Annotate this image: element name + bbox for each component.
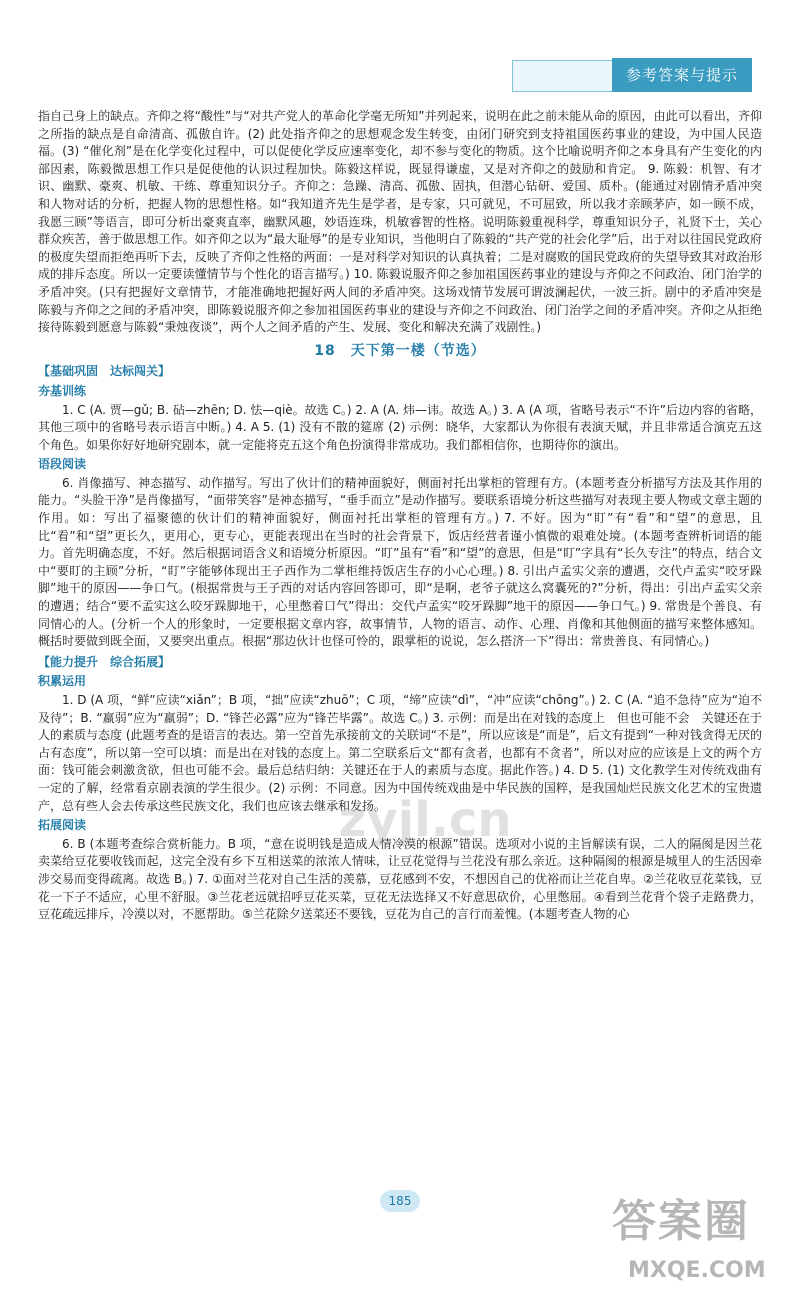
watermark-corner-url: MXQE.COM — [628, 1258, 766, 1283]
answer-paragraph-intro: 指自己身上的缺点。齐仰之将“酸性”与“对共产党人的革命化学毫无所知”并列起来，说明在此之前未能从命的原因，由此可以看出，齐仰之所指的缺点是自命清高、孤傲自许。(2) 此处指齐仰之的思想观念发生转变，由闭门研究到支持祖国医药事业的建设，为中国人民造福。(3) “催化剂”是在化学变化过程中，可以促使化学反应速率变化，却不参与变化的物质。这个比喻说明齐仰之本身具有产生变化的内部因素，陈毅微思想工作只是促使他的认识过程加快。陈毅这样说，既显得谦虚，又是对齐仰之的鼓励和肯定。 9. 陈毅：机智、有才识、幽默、豪爽、机敏、干练、尊重知识分子。齐仰之：急躁、清高、孤傲、固执，但潜心钻研、爱国、质朴。(能通过对剧情矛盾冲突和人物对话的分析，把握人物的思想性格。如“我知道齐先生是学者，是专家，只可就见，不可屈致，所以我才亲顾茅庐，如一顾不成，我愿三顾”等语言，即可分析出豪爽直率，幽默风趣，妙语连珠，机敏睿智的性格。说明陈毅重视科学，尊重知识分子，礼贤下士，关心群众疾苦，善于做思想工作。如齐仰之以为“最大耻辱”的是专业知识，当他明白了陈毅的“共产党的社会化学”后，出于对以往国民党政府的极度失望而拒绝再听下去，反映了齐仰之性格的两面：一是对科学对知识的认真执着；二是对腐败的国民党政府的失望导致其对政治形成的排斥态度。所以一定要读懂情节与个性化的语言描写。) 10. 陈毅说服齐仰之参加祖国医药事业的建设与齐仰之不问政治、闭门治学的矛盾冲突。(只有把握好文章情节，才能准确地把握好两人间的矛盾冲突。这场戏情节发展可谓波澜起伏，一波三折。剧中的矛盾冲突是陈毅与齐仰之之间的矛盾冲突，即陈毅说服齐仰之参加祖国医药事业的建设与齐仰之不问政治、闭门治学之间的矛盾冲突。齐仰之从拒绝接待陈毅到愿意与陈毅“秉烛夜谈”，两个人之间矛盾的产生、发展、变化和解决充满了戏剧性。) — [38, 109, 762, 335]
section-basic: 【基础巩固 达标闯关】 — [38, 364, 171, 379]
watermark-corner-text: 答案圈 — [612, 1196, 750, 1247]
answer-paragraph-extended: 6. B (本题考查综合赏析能力。B 项，“意在说明钱是造成人情冷漠的根源”错误。选项对小说的主旨解读有误，二人的隔阂是因兰花卖菜给豆花要收钱而起，这完全没有乡下互相送菜的浓浓人情味，让豆花觉得与兰花没有那么亲近。这种隔阂的根源是城里人的生活因牵涉交易而变得疏离。故选 B。) 7. ①面对兰花对自己生活的羡慕，豆花感到不安，不想因自己的优裕而让兰花自卑。②兰花收豆花菜钱，豆花一下子不适应，心里不舒服。③兰花老远就招呼豆花买菜，豆花无法选择又不好意思砍价，心里憋屈。④看到兰花背个袋子走路费力，豆花疏远排斥，冷漠以对，不愿帮助。⑤兰花除夕送菜还不要钱，豆花为自己的言行而羞愧。(本题考查人物的心 — [38, 836, 762, 922]
section-advanced: 【能力提升 综合拓展】 — [38, 654, 171, 669]
sub-extended-reading: 拓展阅读 — [38, 818, 87, 833]
header-answer-tab: 参考答案与提示 — [612, 58, 752, 92]
lesson-title: 18 天下第一楼（节选） — [314, 342, 486, 359]
page-number: 185 — [380, 1190, 420, 1212]
answer-paragraph-reading: 6. 肖像描写、神态描写、动作描写。写出了伙计们的精神面貌好，侧面衬托出掌柜的管理有方。(本题考查分析描写方法及其作用的能力。“头脸干净”是肖像描写，“面带笑容”是神态描写，“垂手而立”是动作描写。要联系语境分析这些描写对表现主要人物或文章主题的作用。如：写出了福聚德的伙计们的精神面貌好，侧面衬托出掌柜的管理有方。) 7. 不好。因为“盯”有“看”和“望”的意思，且比“看”和“望”更长久，更用心，更专心，更能表现出在当时的社会背景下，饭店经营者谨小慎微的艰难处境。(本题考查辨析词语的能力。首先明确态度，不好。然后根据词语含义和语境分析原因。“盯”虽有“看”和“望”的意思，但是“盯”字具有“长久专注”的特点，结合文中“要盯的主顾”分析，“盯”字能够体现出王子西作为二掌柜维持饭店生存的小心心理。) 8. 引出卢孟实父亲的遭遇，交代卢孟实“咬牙跺脚”地干的原因——争口气。(根据常贵与王子西的对话内容回答即可，即“是啊，老爷子就这么窝囊死的?”分析，得出：引出卢孟实父亲的遭遇；结合“要不孟实这么咬牙跺脚地干，心里憋着口气”得出：交代卢孟实“咬牙跺脚”地干的原因——争口气。) 9. 常贵是个善良、有同情心的人。(分析一个人的形象时，一定要根据文章内容，故事情节，人物的语言、动作、心理、肖像和其他侧面的描写来整体感知。概括时要做到既全面，又要突出重点。根据“那边伙计也怪可怜的，跟掌柜的说说，怎么搭济一下”得出：常贵善良、有同情心。) — [38, 475, 762, 649]
answer-paragraph-accumulation: 1. D (A 项，“鲜”应读“xiǎn”；B 项，“拙”应读“zhuō”；C 项，“缔”应读“dì”，“冲”应读“chōng”。) 2. C (A. “追不急待”应为“迫不及待”；B. “羸弱”应为“羸弱”；D. “锋芒必露”应为“锋芒毕露”。故选 C。) 3. 示例：而是出在对钱的态度上 但也可能不会 关键还在于人的素质与态度 (此题考查的是语言的表达。第一空首先承接前文的关联词“不是”，所以应该是“而是”，后文有提到“一种对钱贪得无厌的占有态度”，所以第一空可以填：而是出在对钱的态度上。第二空联系后文“都有贪者，也都有不贪者”，所以对应的应该是上文的两个方面：钱可能会刺激贪欲，但也可能不会。最后总结归纳：关键还在于人的素质与态度。据此作答。) 4. D 5. (1) 文化教学生对传统戏曲有一定的了解，经常看京剧表演的学生很少。(2) 示例：不同意。因为中国传统戏曲是中华民族的国粹，是我国灿烂民族文化艺术的宝贵遗产，总有些人会去传承这些民族文化，我们也应该去继承和发扬。 — [38, 693, 762, 813]
sub-passage-reading: 语段阅读 — [38, 457, 87, 472]
watermark-mid: zyjl.cn — [338, 792, 512, 848]
sub-foundation-training: 夯基训练 — [38, 383, 87, 398]
answer-paragraph-foundation: 1. C (A. 贾—gǔ; B. 砧—zhēn; D. 怯—qiè。故选 C。) 2. A (A. 炜—讳。故选 A。) 3. A (A 项，省略号表示“不许”后边内容的省略，其他三项中的省略号表示语言中断。) 4. A 5. (1) 没有不散的筵席 (2) 示例：晓华，大家都认为你很有表演天赋，并且非常适合演克五这个角色。如果你好好地研究剧本，就一定能将克五这个角色扮演得非常成功。我们都相信你，也期待你的演出。 — [38, 402, 762, 452]
sub-accumulation: 积累运用 — [38, 674, 87, 689]
